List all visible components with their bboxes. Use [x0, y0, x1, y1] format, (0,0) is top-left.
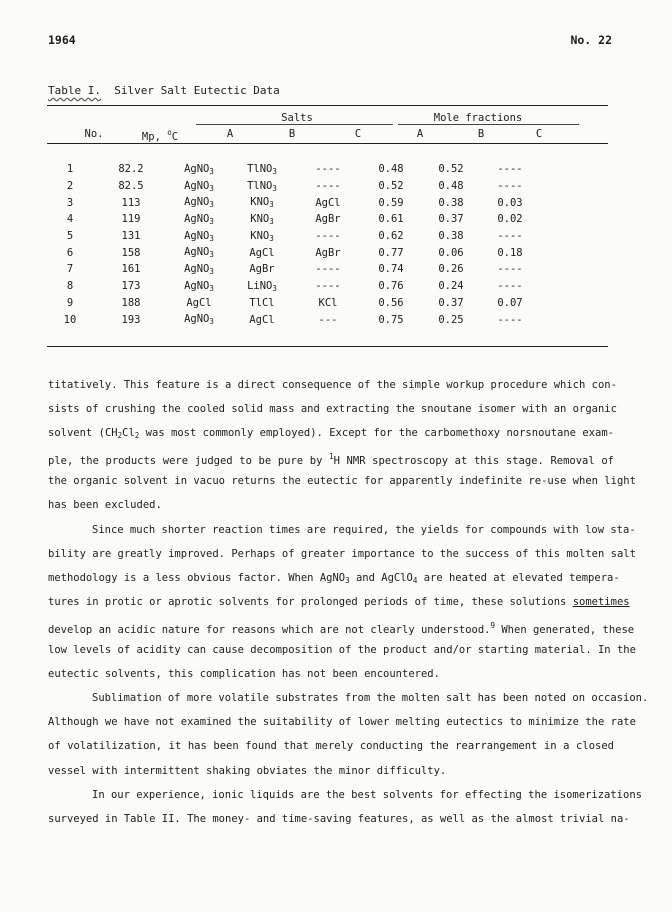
table-row — [47, 228, 608, 245]
cell-mp: 82.2 — [118, 163, 144, 176]
cell-mole-c: ---- — [497, 313, 523, 326]
cell-salt-a: AgNO$_3$ — [184, 212, 214, 226]
text-line: ple, the products were judged to be pure by $^1$H NMR spectroscopy at this stage. Removal of — [48, 452, 614, 468]
cell-no: 8 — [66, 280, 74, 293]
text-line: bility are greatly improved. Perhaps of greater importance to the success of this molten salt — [48, 547, 636, 560]
cell-mole-a: 0.62 — [378, 230, 404, 243]
table-caption-label: Table I. — [48, 84, 101, 97]
cell-mole-c: ---- — [497, 263, 523, 276]
cell-salt-a: AgNO$_3$ — [184, 229, 214, 243]
cell-salt-c: ---- — [315, 163, 341, 176]
cell-mole-c: ---- — [497, 180, 523, 193]
table-row — [47, 278, 608, 295]
cell-mole-c: 0.02 — [497, 213, 523, 226]
cell-salt-c: AgBr — [315, 213, 341, 226]
table-caption-text: Silver Salt Eutectic Data — [114, 84, 280, 97]
col-header-mole-b: B — [477, 128, 485, 140]
text-line: of volatilization, it has been found that merely conducting the rearrangement in a closed — [48, 740, 614, 753]
cell-no: 3 — [66, 196, 74, 209]
cell-mole-c: 0.07 — [497, 296, 523, 309]
text-line: tures in protic or aprotic solvents for prolonged periods of time, these solutions sometimes — [48, 595, 630, 608]
cell-no: 9 — [66, 296, 74, 309]
cell-mp: 193 — [121, 313, 141, 326]
cell-salt-a: AgNO$_3$ — [184, 313, 214, 327]
table-row — [47, 244, 608, 261]
cell-salt-a: AgCl — [186, 296, 212, 309]
cell-salt-a: AgNO$_3$ — [184, 246, 214, 260]
cell-salt-b: TlNO$_3$ — [247, 179, 277, 193]
mole-group-rule — [398, 124, 579, 125]
table-bottom-rule — [47, 346, 608, 347]
cell-salt-c: ---- — [315, 180, 341, 193]
body-text — [48, 373, 649, 831]
cell-mole-b: 0.52 — [438, 163, 464, 176]
cell-mole-a: 0.74 — [378, 263, 404, 276]
cell-mp: 131 — [121, 230, 141, 243]
table-header-rule — [47, 143, 608, 144]
col-header-mole-a: A — [416, 128, 424, 140]
cell-mole-a: 0.59 — [378, 196, 404, 209]
cell-mp: 119 — [121, 213, 141, 226]
text-line: Sublimation of more volatile substrates from the molten salt has been noted on occasion. — [92, 692, 649, 705]
cell-salt-b: TlNO$_3$ — [247, 162, 277, 176]
cell-mole-c: 0.03 — [497, 196, 523, 209]
cell-no: 5 — [66, 230, 74, 243]
cell-salt-c: AgBr — [315, 246, 341, 259]
col-header-salt-c: C — [354, 128, 362, 140]
cell-mp: 161 — [121, 263, 141, 276]
cell-mole-b: 0.48 — [438, 180, 464, 193]
table-row — [47, 261, 608, 278]
text-line: In our experience, ionic liquids are the best solvents for effecting the isomerizations — [92, 788, 642, 801]
cell-mole-c: 0.18 — [497, 246, 523, 259]
cell-salt-b: AgBr — [249, 263, 275, 276]
cell-salt-c: ---- — [315, 280, 341, 293]
text-line: methodology is a less obvious factor. When AgNO$_3$ and AgClO$_4$ are heated at elevated tempera- — [48, 571, 620, 585]
cell-salt-a: AgNO$_3$ — [184, 279, 214, 293]
text-line: eutectic solvents, this complication has not been encountered. — [48, 668, 440, 681]
cell-mole-b: 0.06 — [438, 246, 464, 259]
col-header-no: No. — [84, 128, 104, 140]
cell-mole-a: 0.75 — [378, 313, 404, 326]
cell-mole-a: 0.48 — [378, 163, 404, 176]
cell-salt-c: AgCl — [315, 196, 341, 209]
col-header-salt-b: B — [288, 128, 296, 140]
cell-mole-c: ---- — [497, 280, 523, 293]
cell-mole-a: 0.56 — [378, 296, 404, 309]
text-line: low levels of acidity can cause decomposition of the product and/or starting material. In the — [48, 644, 636, 657]
text-line: develop an acidic nature for reasons which are not clearly understood.$^9$ When generated, these — [48, 620, 635, 636]
cell-mole-b: 0.38 — [438, 230, 464, 243]
cell-salt-b: $KNO_3$ — [250, 229, 274, 243]
text-line: sists of crushing the cooled solid mass and extracting the snoutane isomer with an organic — [48, 403, 617, 416]
text-line: solvent ($CH_2Cl_2$ was most commonly employed). Except for the carbomethoxy norsnoutane exam- — [48, 427, 614, 441]
cell-mole-a: 0.77 — [378, 246, 404, 259]
header-group-salts: Salts — [281, 112, 313, 124]
cell-salt-c: ---- — [315, 263, 341, 276]
text-line: has been excluded. — [48, 499, 162, 512]
table-row — [47, 211, 608, 228]
cell-mole-b: 0.25 — [438, 313, 464, 326]
cell-mole-a: 0.52 — [378, 180, 404, 193]
cell-salt-a: AgNO$_3$ — [184, 179, 214, 193]
cell-mole-b: 0.37 — [438, 296, 464, 309]
cell-mole-b: 0.38 — [438, 196, 464, 209]
text-line: surveyed in Table II. The money- and time-saving features, as well as the almost trivial na- — [48, 812, 630, 825]
table-caption — [48, 84, 280, 97]
cell-mole-b: 0.24 — [438, 280, 464, 293]
text-line: Since much shorter reaction times are required, the yields for compounds with low sta- — [92, 523, 636, 536]
text-line: the organic solvent in vacuo returns the eutectic for apparently indefinite re-use when light — [48, 475, 636, 488]
cell-mole-a: 0.76 — [378, 280, 404, 293]
page-number: 1964 — [48, 33, 76, 47]
cell-salt-c: --- — [318, 313, 338, 326]
cell-salt-c: KCl — [318, 296, 338, 309]
cell-salt-b: $KNO_3$ — [250, 212, 274, 226]
cell-mole-b: 0.26 — [438, 263, 464, 276]
cell-mp: 158 — [121, 246, 141, 259]
table-row — [47, 161, 608, 178]
cell-mole-b: 0.37 — [438, 213, 464, 226]
table-row — [47, 295, 608, 312]
cell-salt-a: AgNO$_3$ — [184, 262, 214, 276]
table-row — [47, 311, 608, 328]
table-top-rule — [47, 105, 608, 106]
text-line: vessel with intermittent shaking obviates the minor difficulty. — [48, 764, 447, 777]
cell-mole-c: ---- — [497, 230, 523, 243]
col-header-mole-c: C — [535, 128, 543, 140]
cell-mole-c: ---- — [497, 163, 523, 176]
cell-mole-a: 0.61 — [378, 213, 404, 226]
cell-salt-c: ---- — [315, 230, 341, 243]
cell-no: 2 — [66, 180, 74, 193]
cell-no: 1 — [66, 163, 74, 176]
salts-group-rule — [196, 124, 393, 125]
cell-salt-b: AgCl — [249, 313, 275, 326]
cell-no: 10 — [63, 313, 77, 326]
table-row — [47, 194, 608, 211]
cell-mp: 113 — [121, 196, 141, 209]
cell-salt-b: LiNO$_3$ — [247, 279, 277, 293]
issue-number: No. 22 — [570, 33, 612, 47]
col-header-mp: Mp, $^o$C — [141, 128, 179, 143]
header-group-mole-fractions: Mole fractions — [433, 112, 523, 124]
cell-salt-a: AgNO$_3$ — [184, 196, 214, 210]
cell-mp: 173 — [121, 280, 141, 293]
cell-salt-b: AgCl — [249, 246, 275, 259]
eutectic-data-table — [47, 161, 608, 328]
cell-mp: 188 — [121, 296, 141, 309]
cell-no: 4 — [66, 213, 74, 226]
cell-salt-a: AgNO$_3$ — [184, 162, 214, 176]
cell-no: 6 — [66, 246, 74, 259]
cell-salt-b: $KNO_3$ — [250, 196, 274, 210]
text-line: titatively. This feature is a direct consequence of the simple workup procedure which con- — [48, 379, 617, 391]
col-header-salt-a: A — [226, 128, 234, 140]
cell-salt-b: TlCl — [249, 296, 275, 309]
cell-no: 7 — [66, 263, 74, 276]
text-line: Although we have not examined the suitability of lower melting eutectics to minimize the rate — [48, 716, 636, 729]
cell-mp: 82.5 — [118, 180, 144, 193]
table-row — [47, 178, 608, 195]
